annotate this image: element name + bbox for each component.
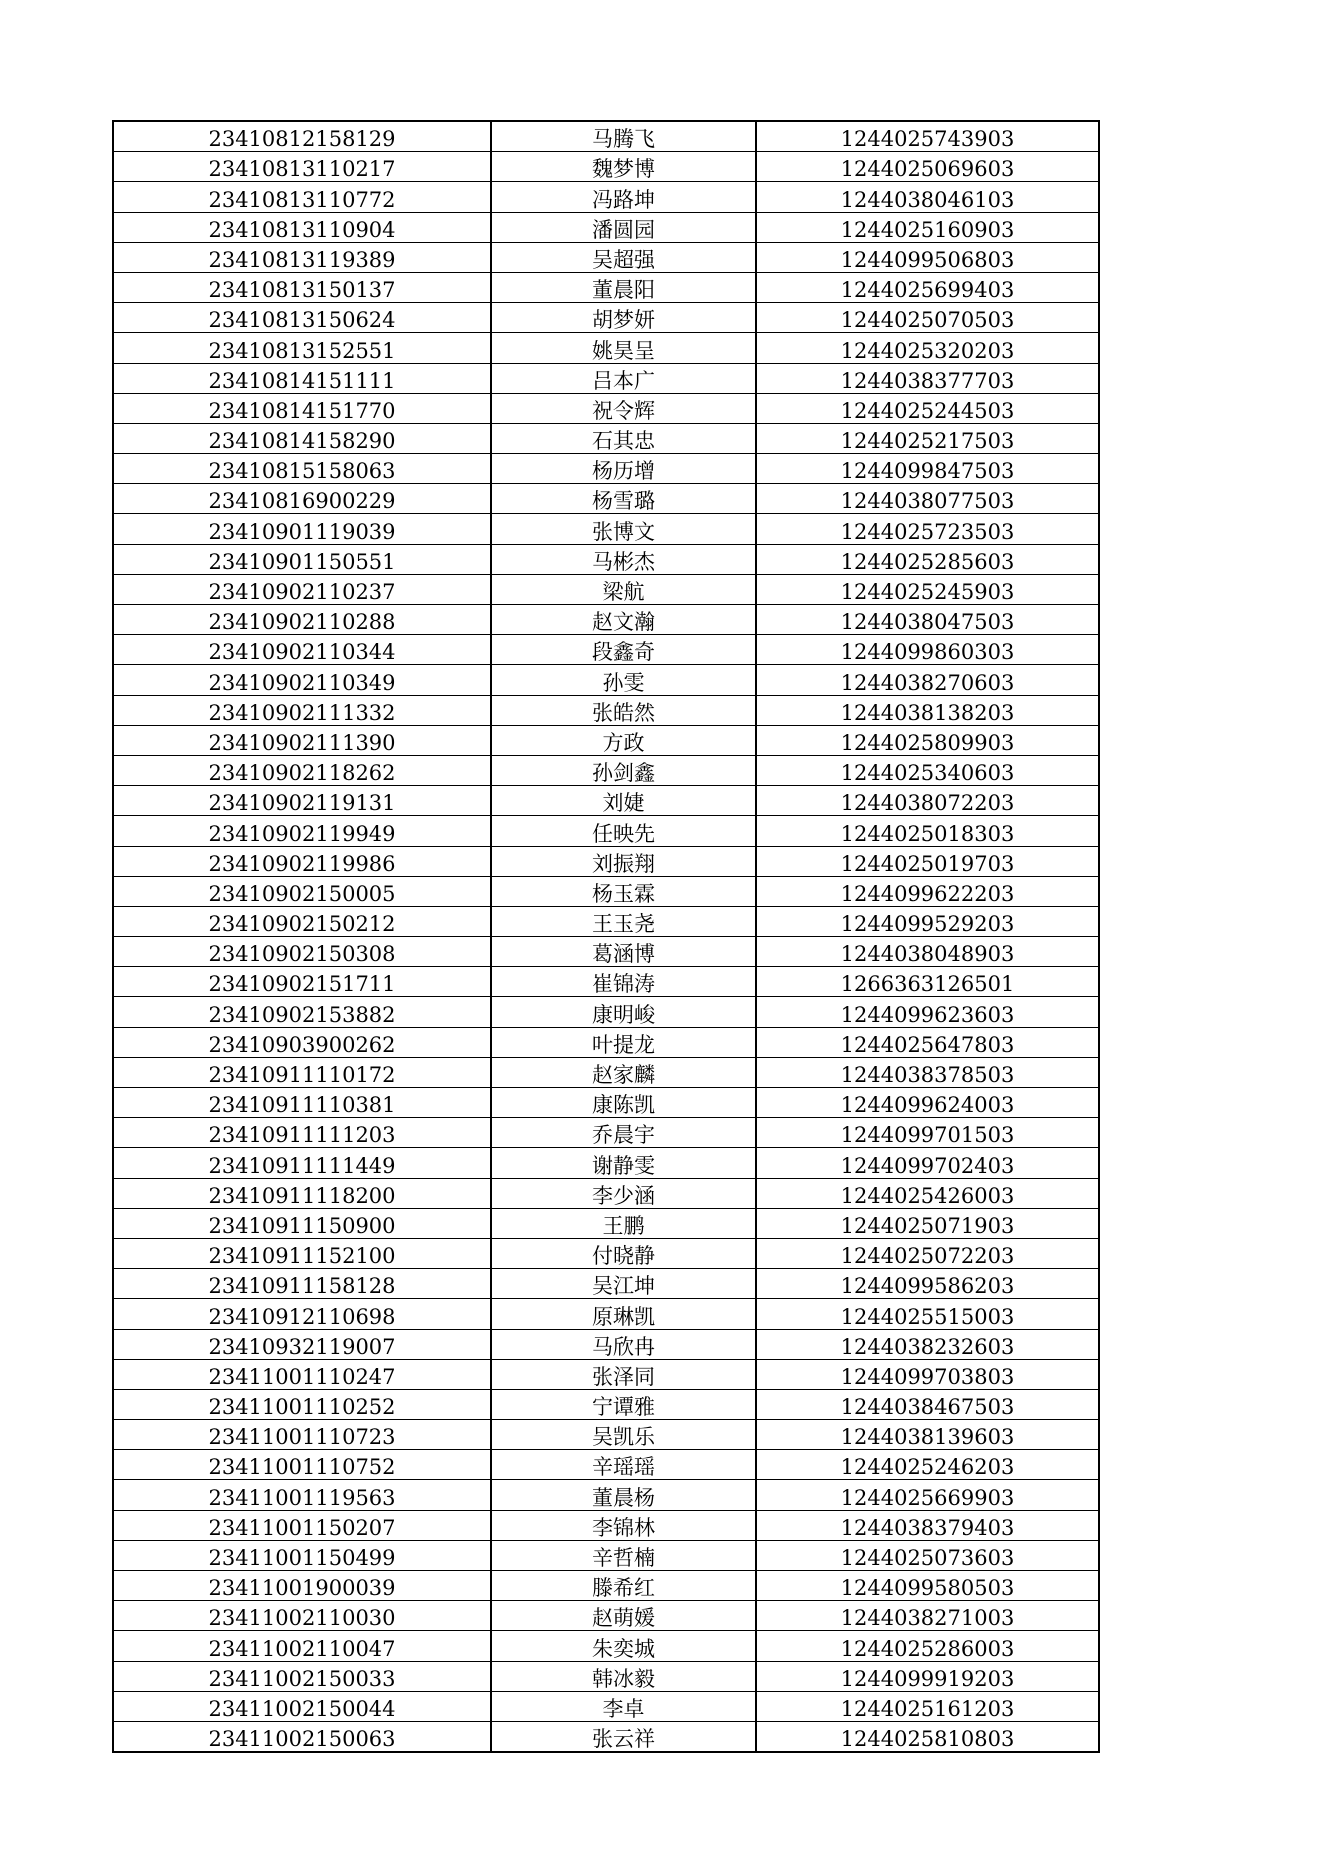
id-number-cell: 1244099529203 xyxy=(756,906,1099,936)
exam-number-cell: 23410902151711 xyxy=(113,967,491,997)
exam-number-cell: 23411002110030 xyxy=(113,1601,491,1631)
id-number-cell: 1244025743903 xyxy=(756,121,1099,152)
exam-number-cell: 23410902119949 xyxy=(113,816,491,846)
id-number-cell: 1244038232603 xyxy=(756,1329,1099,1359)
table-row xyxy=(113,1057,1099,1087)
table-row xyxy=(113,514,1099,544)
table-row xyxy=(113,876,1099,906)
exam-number-cell: 23411001110723 xyxy=(113,1420,491,1450)
id-number-cell: 1244025071903 xyxy=(756,1208,1099,1238)
name-cell: 张云祥 xyxy=(491,1721,756,1752)
exam-number-cell: 23410813119389 xyxy=(113,242,491,272)
id-number-cell: 1244025699403 xyxy=(756,272,1099,302)
id-number-cell: 1244099624003 xyxy=(756,1088,1099,1118)
id-number-cell: 1244038048903 xyxy=(756,937,1099,967)
table-row xyxy=(113,1148,1099,1178)
name-cell: 康明峻 xyxy=(491,997,756,1027)
name-cell: 朱奕城 xyxy=(491,1631,756,1661)
exam-number-cell: 23410902119131 xyxy=(113,786,491,816)
exam-number-cell: 23410816900229 xyxy=(113,484,491,514)
table-row xyxy=(113,272,1099,302)
exam-number-cell: 23411002150033 xyxy=(113,1661,491,1691)
name-cell: 梁航 xyxy=(491,574,756,604)
exam-number-cell: 23411002110047 xyxy=(113,1631,491,1661)
table-row xyxy=(113,1661,1099,1691)
table-row xyxy=(113,1691,1099,1721)
table-row xyxy=(113,423,1099,453)
table-row xyxy=(113,574,1099,604)
name-cell: 王鹏 xyxy=(491,1208,756,1238)
name-cell: 杨历增 xyxy=(491,454,756,484)
name-cell: 辛瑶瑶 xyxy=(491,1450,756,1480)
exam-number-cell: 23411001110752 xyxy=(113,1450,491,1480)
exam-number-cell: 23410902111332 xyxy=(113,695,491,725)
id-number-cell: 1244025810803 xyxy=(756,1721,1099,1752)
id-number-cell: 1244025245903 xyxy=(756,574,1099,604)
exam-number-cell: 23410911150900 xyxy=(113,1208,491,1238)
exam-number-cell: 23410902150308 xyxy=(113,937,491,967)
exam-number-cell: 23411002150044 xyxy=(113,1691,491,1721)
exam-number-cell: 23410902110237 xyxy=(113,574,491,604)
table-row xyxy=(113,1480,1099,1510)
name-cell: 李锦林 xyxy=(491,1510,756,1540)
exam-number-cell: 23410901119039 xyxy=(113,514,491,544)
id-number-cell: 1244099860303 xyxy=(756,635,1099,665)
exam-number-cell: 23410902110344 xyxy=(113,635,491,665)
id-number-cell: 1244025809903 xyxy=(756,725,1099,755)
name-cell: 刘振翔 xyxy=(491,846,756,876)
id-number-cell: 1244025246203 xyxy=(756,1450,1099,1480)
id-number-cell: 1244038377703 xyxy=(756,363,1099,393)
exam-number-cell: 23410815158063 xyxy=(113,454,491,484)
table-row xyxy=(113,937,1099,967)
table-row xyxy=(113,755,1099,785)
id-number-cell: 1244025217503 xyxy=(756,423,1099,453)
table-row xyxy=(113,393,1099,423)
exam-number-cell: 23411001110252 xyxy=(113,1389,491,1419)
id-number-cell: 1244025244503 xyxy=(756,393,1099,423)
id-number-cell: 1244025072203 xyxy=(756,1238,1099,1268)
name-cell: 李少涵 xyxy=(491,1178,756,1208)
id-number-cell: 1244099623603 xyxy=(756,997,1099,1027)
name-cell: 段鑫奇 xyxy=(491,635,756,665)
exam-number-cell: 23410813150137 xyxy=(113,272,491,302)
name-cell: 潘圆园 xyxy=(491,212,756,242)
exam-number-cell: 23411001900039 xyxy=(113,1571,491,1601)
table-row xyxy=(113,1420,1099,1450)
exam-number-cell: 23411002150063 xyxy=(113,1721,491,1752)
id-number-cell: 1244025285603 xyxy=(756,544,1099,574)
name-cell: 叶提龙 xyxy=(491,1027,756,1057)
exam-number-cell: 23410814151111 xyxy=(113,363,491,393)
id-number-cell: 1244025070503 xyxy=(756,303,1099,333)
name-cell: 孙剑鑫 xyxy=(491,755,756,785)
id-number-cell: 1244038072203 xyxy=(756,786,1099,816)
exam-number-cell: 23410911110172 xyxy=(113,1057,491,1087)
id-number-cell: 1244099702403 xyxy=(756,1148,1099,1178)
name-cell: 李卓 xyxy=(491,1691,756,1721)
table-row xyxy=(113,1329,1099,1359)
exam-number-cell: 23411001119563 xyxy=(113,1480,491,1510)
table-row xyxy=(113,363,1099,393)
exam-number-cell: 23410812158129 xyxy=(113,121,491,152)
name-cell: 董晨阳 xyxy=(491,272,756,302)
name-cell: 王玉尧 xyxy=(491,906,756,936)
exam-number-cell: 23410911152100 xyxy=(113,1238,491,1268)
table-row xyxy=(113,1269,1099,1299)
exam-number-cell: 23410813110904 xyxy=(113,212,491,242)
exam-number-cell: 23410902150005 xyxy=(113,876,491,906)
id-number-cell: 1244038138203 xyxy=(756,695,1099,725)
id-number-cell: 1244025340603 xyxy=(756,755,1099,785)
name-cell: 原琳凯 xyxy=(491,1299,756,1329)
exam-number-cell: 23410813110217 xyxy=(113,152,491,182)
table-row xyxy=(113,1359,1099,1389)
exam-number-cell: 23410902119986 xyxy=(113,846,491,876)
id-number-cell: 1244025723503 xyxy=(756,514,1099,544)
table-row xyxy=(113,1450,1099,1480)
table-row xyxy=(113,212,1099,242)
id-number-cell: 1244099919203 xyxy=(756,1661,1099,1691)
name-cell: 赵萌媛 xyxy=(491,1601,756,1631)
id-number-cell: 1266363126501 xyxy=(756,967,1099,997)
roster-table xyxy=(112,120,1100,1753)
exam-number-cell: 23410901150551 xyxy=(113,544,491,574)
table-row xyxy=(113,1540,1099,1570)
exam-number-cell: 23411001150207 xyxy=(113,1510,491,1540)
roster-table-body xyxy=(113,121,1099,1752)
exam-number-cell: 23410902118262 xyxy=(113,755,491,785)
name-cell: 马欣冉 xyxy=(491,1329,756,1359)
id-number-cell: 1244038271003 xyxy=(756,1601,1099,1631)
name-cell: 魏梦博 xyxy=(491,152,756,182)
id-number-cell: 1244038077503 xyxy=(756,484,1099,514)
table-row xyxy=(113,1510,1099,1540)
table-row xyxy=(113,303,1099,333)
exam-number-cell: 23410912110698 xyxy=(113,1299,491,1329)
name-cell: 张博文 xyxy=(491,514,756,544)
name-cell: 辛哲楠 xyxy=(491,1540,756,1570)
exam-number-cell: 23410911110381 xyxy=(113,1088,491,1118)
name-cell: 马腾飞 xyxy=(491,121,756,152)
id-number-cell: 1244025160903 xyxy=(756,212,1099,242)
name-cell: 董晨杨 xyxy=(491,1480,756,1510)
name-cell: 葛涵博 xyxy=(491,937,756,967)
table-row xyxy=(113,1601,1099,1631)
table-row xyxy=(113,816,1099,846)
name-cell: 康陈凯 xyxy=(491,1088,756,1118)
name-cell: 任映先 xyxy=(491,816,756,846)
id-number-cell: 1244038467503 xyxy=(756,1389,1099,1419)
name-cell: 张皓然 xyxy=(491,695,756,725)
table-row xyxy=(113,484,1099,514)
name-cell: 付晓静 xyxy=(491,1238,756,1268)
exam-number-cell: 23410932119007 xyxy=(113,1329,491,1359)
name-cell: 胡梦妍 xyxy=(491,303,756,333)
id-number-cell: 1244025426003 xyxy=(756,1178,1099,1208)
id-number-cell: 1244025515003 xyxy=(756,1299,1099,1329)
exam-number-cell: 23410911158128 xyxy=(113,1269,491,1299)
exam-number-cell: 23411001150499 xyxy=(113,1540,491,1570)
name-cell: 吴超强 xyxy=(491,242,756,272)
exam-number-cell: 23410902110288 xyxy=(113,605,491,635)
name-cell: 滕希红 xyxy=(491,1571,756,1601)
table-row xyxy=(113,1208,1099,1238)
name-cell: 冯路坤 xyxy=(491,182,756,212)
name-cell: 赵家麟 xyxy=(491,1057,756,1087)
id-number-cell: 1244025286003 xyxy=(756,1631,1099,1661)
exam-number-cell: 23410911111203 xyxy=(113,1118,491,1148)
table-row xyxy=(113,152,1099,182)
exam-number-cell: 23410911111449 xyxy=(113,1148,491,1178)
table-row xyxy=(113,1571,1099,1601)
table-row xyxy=(113,242,1099,272)
name-cell: 韩冰毅 xyxy=(491,1661,756,1691)
table-row xyxy=(113,1118,1099,1148)
table-row xyxy=(113,544,1099,574)
exam-number-cell: 23410814151770 xyxy=(113,393,491,423)
table-row xyxy=(113,635,1099,665)
exam-number-cell: 23410903900262 xyxy=(113,1027,491,1057)
id-number-cell: 1244038139603 xyxy=(756,1420,1099,1450)
table-row xyxy=(113,1299,1099,1329)
table-row xyxy=(113,997,1099,1027)
exam-number-cell: 23410902153882 xyxy=(113,997,491,1027)
exam-number-cell: 23410814158290 xyxy=(113,423,491,453)
id-number-cell: 1244025320203 xyxy=(756,333,1099,363)
table-row xyxy=(113,695,1099,725)
table-row xyxy=(113,1389,1099,1419)
table-row xyxy=(113,454,1099,484)
id-number-cell: 1244038046103 xyxy=(756,182,1099,212)
id-number-cell: 1244038378503 xyxy=(756,1057,1099,1087)
table-row xyxy=(113,846,1099,876)
exam-number-cell: 23410902150212 xyxy=(113,906,491,936)
id-number-cell: 1244038270603 xyxy=(756,665,1099,695)
table-row xyxy=(113,333,1099,363)
name-cell: 吴江坤 xyxy=(491,1269,756,1299)
id-number-cell: 1244038047503 xyxy=(756,605,1099,635)
table-row xyxy=(113,725,1099,755)
id-number-cell: 1244099703803 xyxy=(756,1359,1099,1389)
table-row xyxy=(113,1088,1099,1118)
exam-number-cell: 23410902111390 xyxy=(113,725,491,755)
id-number-cell: 1244025018303 xyxy=(756,816,1099,846)
name-cell: 谢静雯 xyxy=(491,1148,756,1178)
name-cell: 吕本广 xyxy=(491,363,756,393)
id-number-cell: 1244099580503 xyxy=(756,1571,1099,1601)
name-cell: 乔晨宇 xyxy=(491,1118,756,1148)
name-cell: 姚昊呈 xyxy=(491,333,756,363)
name-cell: 方政 xyxy=(491,725,756,755)
name-cell: 崔锦涛 xyxy=(491,967,756,997)
id-number-cell: 1244099586203 xyxy=(756,1269,1099,1299)
exam-number-cell: 23410813110772 xyxy=(113,182,491,212)
table-row xyxy=(113,967,1099,997)
name-cell: 祝令辉 xyxy=(491,393,756,423)
id-number-cell: 1244099847503 xyxy=(756,454,1099,484)
exam-number-cell: 23410813150624 xyxy=(113,303,491,333)
table-row xyxy=(113,1238,1099,1268)
name-cell: 吴凯乐 xyxy=(491,1420,756,1450)
id-number-cell: 1244025019703 xyxy=(756,846,1099,876)
name-cell: 孙雯 xyxy=(491,665,756,695)
name-cell: 杨雪璐 xyxy=(491,484,756,514)
table-row xyxy=(113,1631,1099,1661)
name-cell: 刘婕 xyxy=(491,786,756,816)
table-row xyxy=(113,786,1099,816)
id-number-cell: 1244025647803 xyxy=(756,1027,1099,1057)
exam-number-cell: 23410813152551 xyxy=(113,333,491,363)
table-row xyxy=(113,665,1099,695)
exam-number-cell: 23410902110349 xyxy=(113,665,491,695)
name-cell: 石其忠 xyxy=(491,423,756,453)
name-cell: 宁谭雅 xyxy=(491,1389,756,1419)
exam-number-cell: 23411001110247 xyxy=(113,1359,491,1389)
id-number-cell: 1244099506803 xyxy=(756,242,1099,272)
id-number-cell: 1244025073603 xyxy=(756,1540,1099,1570)
id-number-cell: 1244038379403 xyxy=(756,1510,1099,1540)
table-row xyxy=(113,121,1099,152)
name-cell: 赵文瀚 xyxy=(491,605,756,635)
table-row xyxy=(113,1721,1099,1752)
table-row xyxy=(113,605,1099,635)
table-row xyxy=(113,906,1099,936)
id-number-cell: 1244025161203 xyxy=(756,1691,1099,1721)
name-cell: 杨玉霖 xyxy=(491,876,756,906)
table-row xyxy=(113,182,1099,212)
table-row xyxy=(113,1178,1099,1208)
name-cell: 马彬杰 xyxy=(491,544,756,574)
id-number-cell: 1244099622203 xyxy=(756,876,1099,906)
name-cell: 张泽同 xyxy=(491,1359,756,1389)
table-row xyxy=(113,1027,1099,1057)
id-number-cell: 1244025069603 xyxy=(756,152,1099,182)
id-number-cell: 1244025669903 xyxy=(756,1480,1099,1510)
exam-number-cell: 23410911118200 xyxy=(113,1178,491,1208)
id-number-cell: 1244099701503 xyxy=(756,1118,1099,1148)
